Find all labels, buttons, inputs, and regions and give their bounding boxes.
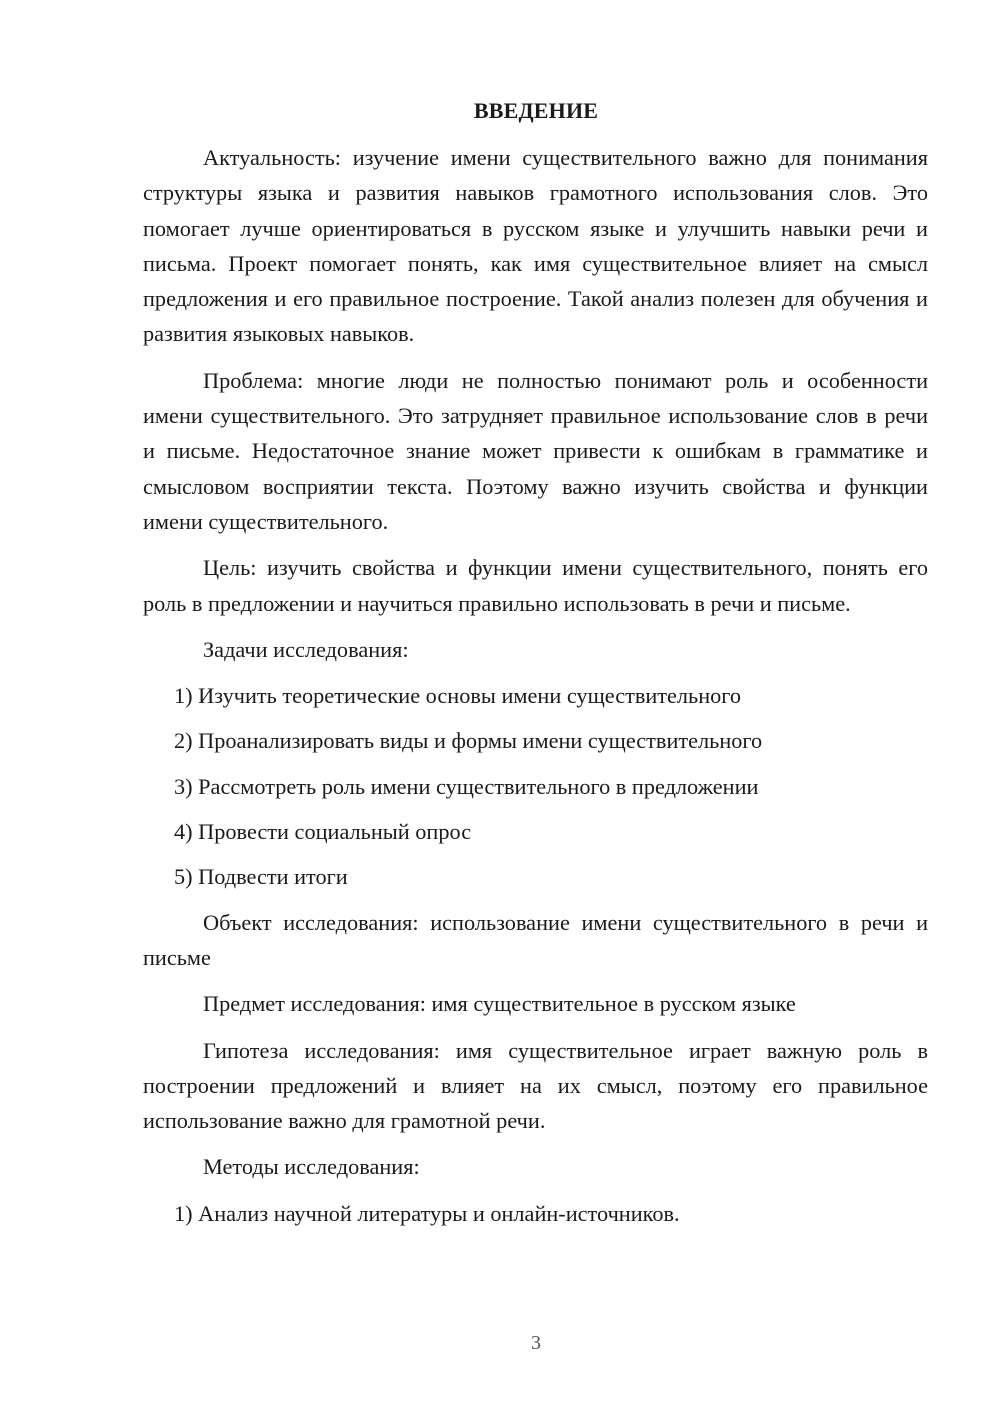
- tasks-list: [143, 678, 928, 894]
- page-number: 3: [531, 1332, 541, 1354]
- list-item: 3) Рассмотреть роль имени существительного в предложении: [174, 773, 759, 799]
- object-paragraph: Объект исследования: использование имени существительного в речи и письме: [143, 909, 928, 970]
- methods-list: [143, 1196, 928, 1231]
- relevance-paragraph: Актуальность: изучение имени существительного важно для понимания структуры языка и развития навыков грамотного использования слов. Это помогает лучше ориентироваться в русском языке и улучшить навыки речи и письма. Проект помогает понять, как имя существительное влияет на смысл предложения и его правильное построение. Такой анализ полезен для обучения и развития языковых навыков.: [143, 145, 928, 347]
- list-item: 1) Изучить теоретические основы имени существительного: [174, 683, 742, 709]
- list-item: 4) Провести социальный опрос: [174, 819, 472, 845]
- document-body: [143, 140, 928, 1241]
- tasks-label: Задачи исследования:: [203, 636, 409, 662]
- list-item: 5) Подвести итоги: [174, 864, 348, 890]
- list-item: 2) Проанализировать виды и формы имени существительного: [174, 728, 763, 754]
- hypothesis-paragraph: Гипотеза исследования: имя существительное играет важную роль в построении предложений и влияет на их смысл, поэтому его правильное использование важно для грамотной речи.: [143, 1037, 928, 1134]
- page-title: ВВЕДЕНИЕ: [473, 98, 599, 123]
- list-item: 1) Анализ научной литературы и онлайн-источников.: [174, 1200, 680, 1226]
- goal-paragraph: Цель: изучить свойства и функции имени существительного, понять его роль в предложении и научиться правильно использовать в речи и письме.: [143, 555, 928, 616]
- methods-label: Методы исследования:: [203, 1154, 420, 1180]
- problem-paragraph: Проблема: многие люди не полностью понимают роль и особенности имени существительного. Это затрудняет правильное использование слов в речи и письме. Недостаточное знание может привести к ошибкам в грамматике и смысловом восприятии текста. Поэтому важно изучить свойства и функции имени существительного.: [143, 367, 928, 534]
- subject-paragraph: Предмет исследования: имя существительное в русском языке: [203, 991, 796, 1017]
